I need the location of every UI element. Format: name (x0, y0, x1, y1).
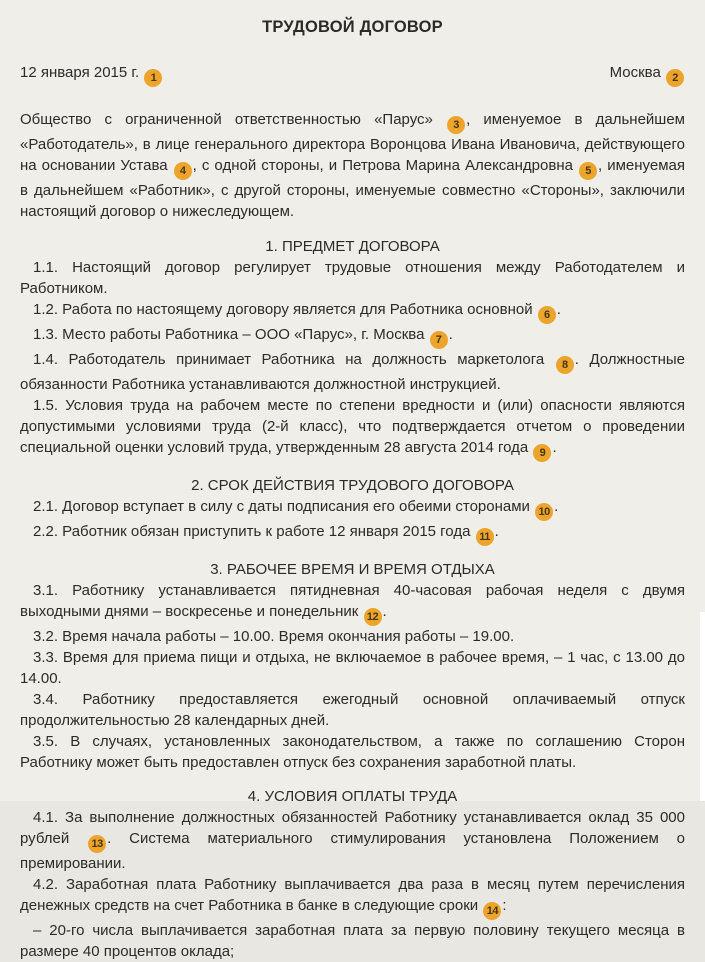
marker-badge-1: 1 (144, 69, 162, 87)
sections-container (20, 236, 685, 962)
marker-badge-5: 5 (579, 162, 597, 180)
text-run: . (382, 603, 387, 620)
paragraph (20, 580, 685, 626)
section-3-heading: 3. РАБОЧЕЕ ВРЕМЯ И ВРЕМЯ ОТДЫХА (210, 561, 495, 578)
text-run: . Система материального стимулирования установлена Положением о премировании. (20, 830, 686, 872)
document-title: ТРУДОВОЙ ДОГОВОР (262, 18, 443, 36)
paragraph (20, 920, 685, 962)
marker-badge-12: 12 (364, 608, 382, 626)
marker-badge-10: 10 (535, 503, 553, 521)
marker-badge-9: 9 (533, 444, 551, 462)
paragraph (20, 257, 685, 299)
text-run: 2.2. Работник обязан приступить к работе 12 января 2015 года (33, 523, 475, 540)
paragraph (20, 689, 685, 731)
text-run: . (494, 523, 499, 540)
text-run: . (552, 439, 557, 456)
text-run: . (554, 498, 559, 515)
contract-city (610, 62, 685, 87)
text-run: 1.2. Работа по настоящему договору является для Работника основной (33, 301, 537, 318)
paragraph (20, 395, 685, 462)
paragraph (20, 349, 685, 395)
text-run: , именуемая в дальнейшем «Работник», с другой стороны, именуемые совместно «Стороны», заключили настоящий договор о нижеследующем. (20, 157, 686, 220)
text-run: 4.2. Заработная плата Работнику выплачивается два раза в месяц путем перечисления денежных средств на счет Работника в банке в следующие сроки (20, 876, 685, 914)
text-run: 2.1. Договор вступает в силу с даты подписания его обеими сторонами (33, 498, 535, 515)
marker-badge-13: 13 (88, 835, 106, 853)
text-run: : (502, 897, 507, 914)
text-run: 3.4. Работнику предоставляется ежегодный основной оплачиваемый отпуск продолжительностью 28 календарных дней. (20, 691, 685, 729)
text-run: 3.2. Время начала работы – 10.00. Время окончания работы – 19.00. (33, 628, 515, 645)
paragraph (20, 324, 685, 349)
right-edge-artifact (700, 612, 705, 801)
text-run: 4.1. За выполнение должностных обязанностей Работнику устанавливается оклад 35 000 рублей (20, 809, 685, 847)
section-4-heading: 4. УСЛОВИЯ ОПЛАТЫ ТРУДА (247, 788, 458, 805)
paragraph (20, 299, 685, 324)
marker-badge-7: 7 (430, 331, 448, 349)
marker-badge-14: 14 (483, 902, 501, 920)
section-3 (20, 559, 685, 773)
section-4 (20, 786, 685, 962)
contract-date-text: 12 января 2015 г. (20, 64, 140, 81)
text-run: 1.1. Настоящий договор регулирует трудовые отношения между Работодателем и Работником. (20, 259, 685, 297)
text-run: , именуемое в дальнейшем «Работодатель», в лице генерального директора Воронцова Ивана Ивановича, действующего на основании Устава (20, 111, 685, 174)
section-1-heading: 1. ПРЕДМЕТ ДОГОВОРА (265, 238, 440, 255)
section-2 (20, 475, 685, 546)
marker-badge-8: 8 (556, 356, 574, 374)
text-run: 3.5. В случаях, установленных законодательством, а также по соглашению Сторон Работнику может быть предоставлен отпуск без сохранения заработной платы. (20, 733, 685, 771)
text-run: Общество с ограниченной ответственностью «Парус» (20, 111, 447, 128)
text-run: 1.3. Место работы Работника – ООО «Парус», г. Москва (33, 326, 429, 343)
text-run: 1.5. Условия труда на рабочем месте по степени вредности и (или) опасности являются допустимыми условиями труда (2-й класс), что подтверждается отчетом о проведении специальной оценки условий труда, утвержденным 28 августа 2014 года (20, 397, 685, 456)
paragraph (20, 874, 685, 920)
section-1 (20, 236, 685, 462)
marker-badge-11: 11 (476, 528, 494, 546)
contract-city-text: Москва (609, 64, 661, 81)
text-run: . (448, 326, 453, 343)
section-2-heading: 2. СРОК ДЕЙСТВИЯ ТРУДОВОГО ДОГОВОРА (191, 477, 514, 494)
text-run: 3.3. Время для приема пищи и отдыха, не включаемое в рабочее время, – 1 час, с 13.00 до 14.00. (20, 649, 685, 687)
paragraph (20, 807, 685, 874)
text-run: – 20-го числа выплачивается заработная плата за первую половину текущего месяца в размере 40 процентов оклада; (20, 922, 685, 960)
text-run: . (556, 301, 561, 318)
paragraph (20, 647, 685, 689)
marker-badge-2: 2 (666, 69, 684, 87)
intro-paragraph (20, 109, 685, 222)
text-run: 1.4. Работодатель принимает Работника на должность маркетолога (33, 351, 555, 368)
text-run: , с одной стороны, и Петрова Марина Александровна (192, 157, 579, 174)
text-run: . Должностные обязанности Работника устанавливаются должностной инструкцией. (20, 351, 685, 393)
contract-date (20, 62, 163, 87)
paragraph (20, 626, 685, 647)
date-city-row (20, 62, 685, 87)
paragraph (20, 521, 685, 546)
marker-badge-3: 3 (447, 116, 465, 134)
paragraph (20, 731, 685, 773)
text-run: 3.1. Работнику устанавливается пятидневная 40-часовая рабочая неделя с двумя выходными днями – воскресенье и понедельник (20, 582, 685, 620)
marker-badge-6: 6 (538, 306, 556, 324)
paragraph (20, 496, 685, 521)
marker-badge-4: 4 (174, 162, 192, 180)
